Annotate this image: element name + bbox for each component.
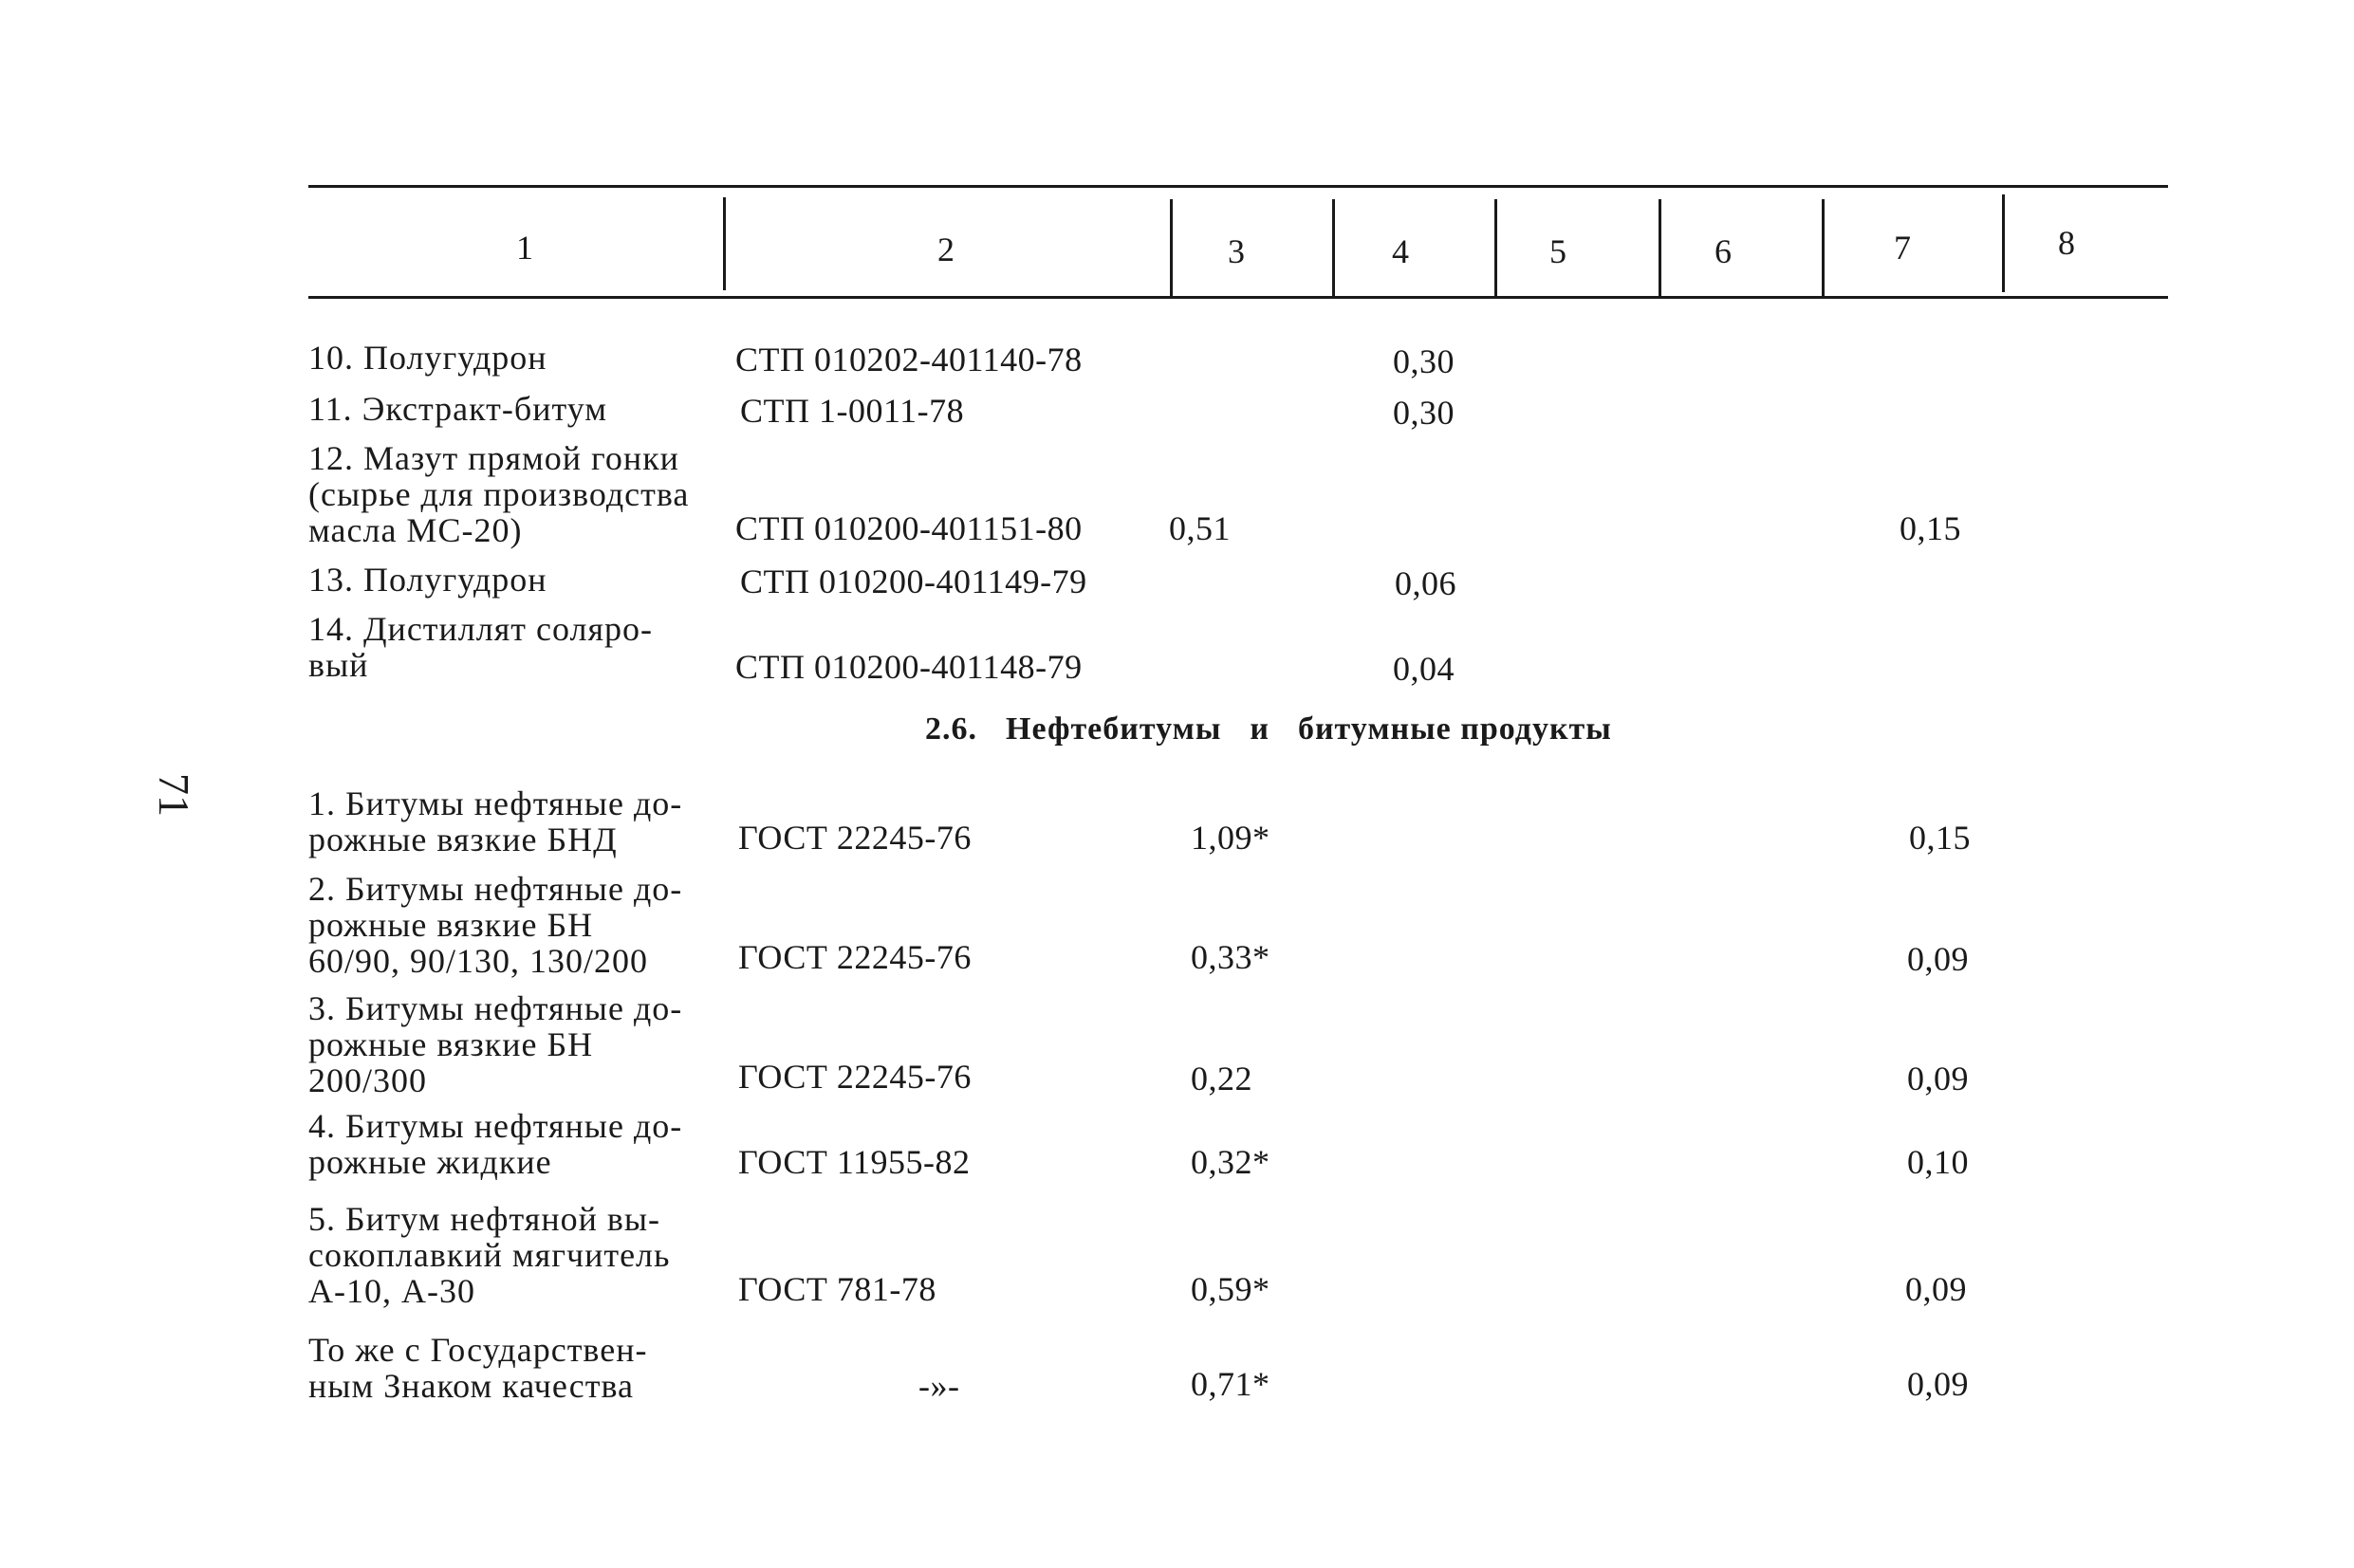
row-col4-value: 0,06 [1395,564,1456,602]
row-col7-value: 0,09 [1907,940,1969,978]
column-header: 1 [516,229,533,267]
row-name-line: 1. Битумы нефтяные до- [308,784,683,822]
row-name-line: 60/90, 90/130, 130/200 [308,942,649,980]
row-col7-value: 0,09 [1907,1060,1969,1098]
row-col4-value: 0,30 [1393,342,1455,380]
row-col3-value: 0,71* [1191,1365,1270,1403]
row-standard: -»- [918,1367,960,1405]
row-name-line: (сырье для производства [308,475,690,513]
row-name-line: рожные вязкие БНД [308,821,618,858]
table-header-bottom-rule [308,296,2168,299]
row-standard: СТП 1-0011-78 [740,392,965,430]
page-number: 71 [150,773,198,817]
row-col7-value: 0,09 [1907,1365,1969,1403]
row-col4-value: 0,04 [1393,650,1455,688]
row-name-line: масла МС-20) [308,511,523,549]
row-col3-value: 0,51 [1169,509,1231,547]
column-header: 8 [2058,224,2075,262]
row-name-line: рожные жидкие [308,1143,552,1181]
row-name-line: 14. Дистиллят соляро- [308,610,654,648]
row-name-line: 12. Мазут прямой гонки [308,439,679,477]
row-name-line: 3. Битумы нефтяные до- [308,989,683,1027]
column-divider [1822,199,1825,297]
row-name-line: 13. Полугудрон [308,561,547,599]
row-col7-value: 0,09 [1905,1270,1967,1308]
column-header: 4 [1392,232,1409,270]
row-standard: СТП 010200-401149-79 [740,563,1087,600]
row-standard: ГОСТ 22245-76 [738,1058,972,1096]
row-col3-value: 0,32* [1191,1143,1270,1181]
column-divider [2002,194,2005,292]
row-col3-value: 0,59* [1191,1270,1270,1308]
row-name-line: 4. Битумы нефтяные до- [308,1107,683,1145]
row-col3-value: 0,33* [1191,938,1270,976]
section-title-part: Нефтебитумы [1006,711,1222,747]
column-header: 5 [1549,232,1566,270]
row-standard: СТП 010200-401148-79 [735,648,1083,686]
row-name-line: рожные вязкие БН [308,906,594,944]
column-divider [1659,199,1661,297]
column-header: 2 [937,231,955,268]
row-col3-value: 0,22 [1191,1060,1252,1098]
table-top-rule [308,185,2168,188]
row-name-line: вый [308,646,369,684]
column-divider [1494,199,1497,297]
row-name-line: ным Знаком качества [308,1367,634,1405]
row-standard: СТП 010200-401151-80 [735,509,1083,547]
row-standard: ГОСТ 22245-76 [738,819,972,857]
section-title-part: битумные продукты [1297,711,1612,747]
row-standard: СТП 010202-401140-78 [735,341,1083,378]
row-name-line: рожные вязкие БН [308,1025,594,1063]
column-header: 3 [1228,232,1245,270]
row-name-line: То же с Государствен- [308,1331,648,1369]
row-name-line: 11. Экстракт-битум [308,390,608,428]
row-col3-value: 1,09* [1191,819,1270,857]
column-divider [1170,199,1173,297]
section-heading [925,711,1640,747]
row-name-line: сокоплавкий мягчитель [308,1236,671,1274]
row-standard: ГОСТ 11955-82 [738,1143,971,1181]
column-header: 7 [1894,229,1911,267]
column-divider [1332,199,1335,297]
section-number: 2.6. [925,711,977,747]
row-col7-value: 0,15 [1900,509,1961,547]
row-col7-value: 0,15 [1909,819,1971,857]
row-col4-value: 0,30 [1393,394,1455,432]
section-title-part: и [1250,711,1270,747]
row-name-line: 2. Битумы нефтяные до- [308,870,683,908]
row-name-line: 5. Битум нефтяной вы- [308,1200,661,1238]
column-header: 6 [1715,232,1732,270]
row-name-line: 200/300 [308,1061,428,1099]
column-divider [723,197,726,290]
row-col7-value: 0,10 [1907,1143,1969,1181]
row-name-line: 10. Полугудрон [308,339,547,377]
row-standard: ГОСТ 22245-76 [738,938,972,976]
row-name-line: А-10, А-30 [308,1272,475,1310]
row-standard: ГОСТ 781-78 [738,1270,936,1308]
